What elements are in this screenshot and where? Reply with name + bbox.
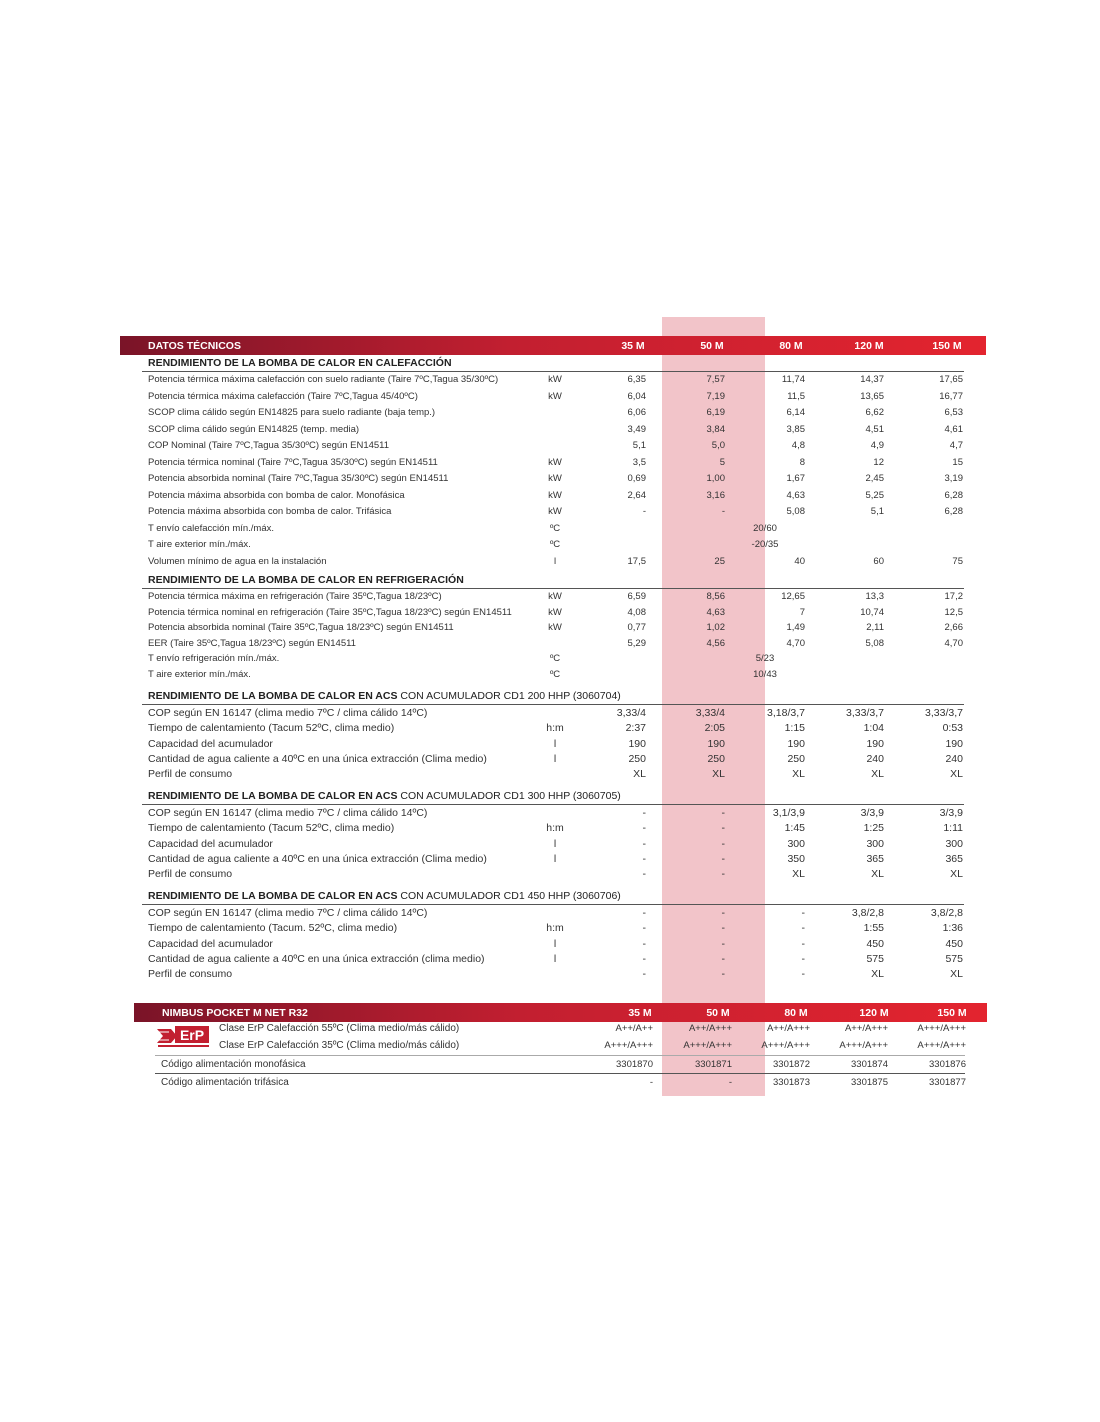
row-value: 1:45 xyxy=(784,822,805,835)
section-rule xyxy=(142,904,964,905)
row-value: 1:36 xyxy=(942,922,963,935)
section-title-extra: CON ACUMULADOR CD1 300 HHP (3060705) xyxy=(397,790,621,802)
row-value: 1,02 xyxy=(706,622,725,633)
row-value: 5,08 xyxy=(865,637,884,649)
row-label: Potencia térmica máxima en refrigeración (Taire 35ºC,Tagua 18/23ºC) xyxy=(148,591,442,602)
erp-row-label: Clase ErP Calefacción 35ºC (Clima medio/más cálido) xyxy=(219,1040,460,1051)
row-label: Perfil de consumo xyxy=(148,868,233,881)
erp-row-value: A+++/A+++ xyxy=(917,1040,966,1051)
table-row xyxy=(0,753,1100,768)
row-value: 1:04 xyxy=(863,722,884,735)
row-label: COP según EN 16147 (clima medio 7ºC / clima cálido 14ºC) xyxy=(148,807,428,819)
table-row xyxy=(0,473,1100,488)
row-value: 4,70 xyxy=(786,637,805,649)
row-value: 1,00 xyxy=(706,473,725,484)
row-unit: ºC xyxy=(549,653,561,664)
row-value: - xyxy=(642,506,646,517)
row-value: 16,77 xyxy=(939,390,963,402)
tech-col-35m: 35 M xyxy=(621,340,645,352)
row-value: - xyxy=(642,907,646,919)
row-label: Perfil de consumo xyxy=(148,768,233,781)
row-label: Potencia térmica nominal en refrigeración (Taire 35ºC,Tagua 18/23ºC) según EN14511 xyxy=(148,606,512,618)
section-rule xyxy=(142,371,964,372)
section-title-main: RENDIMIENTO DE LA BOMBA DE CALOR EN ACS xyxy=(148,890,398,902)
row-value: 3,33/3,7 xyxy=(846,707,884,719)
nimbus-col-35m: 35 M xyxy=(628,1007,652,1019)
row-value: 190 xyxy=(628,737,646,750)
row-value: 190 xyxy=(707,737,725,750)
row-value: 365 xyxy=(945,852,963,865)
row-value: - xyxy=(801,968,805,981)
row-value: 2,64 xyxy=(627,489,646,501)
row-value: 3,1/3,9 xyxy=(772,807,805,819)
row-label: COP según EN 16147 (clima medio 7ºC / clima cálido 14ºC) xyxy=(148,907,428,919)
table-row xyxy=(0,738,1100,753)
row-value: 2,11 xyxy=(866,622,884,633)
row-value: 6,53 xyxy=(944,407,963,418)
row-unit: l xyxy=(553,837,557,850)
row-value: 11,74 xyxy=(781,374,805,385)
table-row xyxy=(0,822,1100,837)
section-title xyxy=(148,357,452,369)
row-unit: l xyxy=(553,852,557,865)
row-value: 4,8 xyxy=(791,440,805,451)
row-label: Potencia absorbida nominal (Taire 7ºC,Tagua 35/30ºC) según EN14511 xyxy=(148,473,449,484)
code-row-value: - xyxy=(728,1077,732,1088)
row-value: 3,33/4 xyxy=(695,707,725,719)
row-value: 1,67 xyxy=(786,473,805,484)
row-value: XL xyxy=(792,868,805,881)
row-value: 6,62 xyxy=(865,407,884,418)
row-unit: kW xyxy=(548,456,562,468)
table-row xyxy=(0,622,1100,637)
code-row-value: 3301873 xyxy=(773,1077,810,1088)
row-value: - xyxy=(801,952,805,965)
row-value: 575 xyxy=(945,952,963,965)
section-rule xyxy=(142,804,964,805)
row-value: 3,8/2,8 xyxy=(851,907,884,919)
row-value: 3,33/3,7 xyxy=(925,707,963,719)
row-value: 240 xyxy=(945,752,963,765)
row-value: 5,1 xyxy=(632,440,646,451)
row-value: 3,19 xyxy=(944,473,963,484)
row-value: XL xyxy=(871,968,884,981)
row-unit: ºC xyxy=(549,539,561,550)
row-value: 40 xyxy=(794,555,805,567)
row-value: - xyxy=(801,937,805,950)
row-value: - xyxy=(642,937,646,950)
section-title xyxy=(148,790,621,802)
row-value: - xyxy=(721,868,725,881)
row-label: Potencia absorbida nominal (Taire 35ºC,Tagua 18/23ºC) según EN14511 xyxy=(148,622,454,633)
row-value: 4,56 xyxy=(706,637,725,649)
table-row xyxy=(0,457,1100,472)
row-value: - xyxy=(642,807,646,819)
table-row xyxy=(0,853,1100,868)
tech-col-120m: 120 M xyxy=(854,340,884,352)
svg-text:ErP: ErP xyxy=(179,1027,205,1043)
row-value: 17,65 xyxy=(939,374,963,385)
nimbus-col-50m: 50 M xyxy=(706,1007,730,1019)
row-value: 60 xyxy=(873,555,884,567)
row-value: 12,5 xyxy=(944,606,963,618)
row-value: 575 xyxy=(866,952,884,965)
row-unit: l xyxy=(553,937,557,950)
row-value: 4,70 xyxy=(944,637,963,649)
row-label: Potencia térmica máxima calefacción (Taire 7ºC,Tagua 45/40ºC) xyxy=(148,390,418,402)
row-value: 4,51 xyxy=(865,423,884,435)
row-unit: ºC xyxy=(549,668,561,680)
table-row xyxy=(0,424,1100,439)
row-unit: kW xyxy=(548,622,562,633)
table-row xyxy=(0,907,1100,922)
row-value: 3,8/2,8 xyxy=(930,907,963,919)
row-value: 6,35 xyxy=(627,374,646,385)
row-value: 240 xyxy=(866,752,884,765)
row-value: 75 xyxy=(952,555,963,567)
erp-row-value: A++/A+++ xyxy=(766,1023,810,1034)
row-label: Capacidad del acumulador xyxy=(148,737,273,750)
row-value: 5,08 xyxy=(786,506,805,517)
row-value: 3,49 xyxy=(627,423,646,435)
code-row-value: 3301871 xyxy=(695,1059,732,1070)
row-value: XL xyxy=(950,768,963,781)
row-label: SCOP clima cálido según EN14825 (temp. media) xyxy=(148,423,360,435)
tech-col-50m: 50 M xyxy=(700,340,724,352)
erp-row-value: A++/A+++ xyxy=(688,1023,732,1034)
row-label: Capacidad del acumulador xyxy=(148,837,273,850)
table-row xyxy=(0,440,1100,455)
row-value: 4,63 xyxy=(786,489,805,501)
section-title-main: RENDIMIENTO DE LA BOMBA DE CALOR EN ACS xyxy=(148,690,398,702)
table-row xyxy=(0,922,1100,937)
row-value: - xyxy=(721,822,725,835)
code-row-value: 3301875 xyxy=(851,1077,888,1088)
row-value: 11,5 xyxy=(787,390,805,402)
row-value: XL xyxy=(633,768,646,781)
row-value: 300 xyxy=(787,837,805,850)
code-row-value: - xyxy=(649,1077,653,1088)
table-row xyxy=(0,374,1100,389)
row-value: 450 xyxy=(945,937,963,950)
section-title-main: RENDIMIENTO DE LA BOMBA DE CALOR EN REFRIGERACIÓN xyxy=(148,574,464,586)
row-value: 1:25 xyxy=(863,822,884,835)
row-unit: l xyxy=(553,952,557,965)
code-row-value: 3301876 xyxy=(929,1059,966,1070)
row-value: 3,5 xyxy=(632,456,646,468)
row-value: XL xyxy=(950,868,963,881)
row-value: 13,65 xyxy=(860,390,884,402)
row-label: COP Nominal (Taire 7ºC,Tagua 35/30ºC) según EN14511 xyxy=(148,440,390,451)
row-value: 5,29 xyxy=(627,637,646,649)
row-value: 6,59 xyxy=(627,591,646,602)
row-value: XL xyxy=(792,768,805,781)
row-value: - xyxy=(642,822,646,835)
erp-row-value: A+++/A+++ xyxy=(917,1023,966,1034)
row-value: 2,45 xyxy=(865,473,884,484)
table-row xyxy=(0,407,1100,422)
code-row-value: 3301870 xyxy=(616,1059,653,1070)
row-value: 300 xyxy=(866,837,884,850)
row-unit: h:m xyxy=(546,722,564,735)
row-value: - xyxy=(721,807,725,819)
row-value: 8 xyxy=(799,456,805,468)
code-row-value: 3301874 xyxy=(851,1059,888,1070)
erp-row-value: A+++/A+++ xyxy=(683,1040,732,1051)
row-value: 6,04 xyxy=(627,390,646,402)
row-span-value: 10/43 xyxy=(753,668,777,680)
row-label: T aire exterior mín./máx. xyxy=(148,539,251,550)
row-value: 250 xyxy=(628,752,646,765)
erp-row-value: A+++/A+++ xyxy=(604,1040,653,1051)
row-value: 2:05 xyxy=(704,722,725,735)
row-label: Cantidad de agua caliente a 40ºC en una única extracción (Clima medio) xyxy=(148,752,487,765)
row-label: T aire exterior mín./máx. xyxy=(148,668,251,680)
row-label: SCOP clima cálido según EN14825 para suelo radiante (baja temp.) xyxy=(148,407,436,418)
row-value: 13,3 xyxy=(865,591,884,602)
row-value: 4,61 xyxy=(944,423,963,435)
row-label: Potencia térmica máxima calefacción con suelo radiante (Taire 7ºC,Tagua 35/30ºC) xyxy=(148,374,499,385)
row-value: 3,18/3,7 xyxy=(767,707,805,719)
row-unit: kW xyxy=(548,591,562,602)
row-value: XL xyxy=(712,768,725,781)
erp-row-label: Clase ErP Calefacción 55ºC (Clima medio/más cálido) xyxy=(219,1023,460,1034)
row-label: Tiempo de calentamiento (Tacum 52ºC, clima medio) xyxy=(148,722,395,735)
section-rule xyxy=(142,588,964,589)
row-value: - xyxy=(801,907,805,919)
row-label: Cantidad de agua caliente a 40ºC en una única extracción (clima medio) xyxy=(148,952,485,965)
row-span-value: 5/23 xyxy=(755,653,775,664)
row-unit: kW xyxy=(548,390,562,402)
row-value: - xyxy=(721,907,725,919)
section-title-extra: CON ACUMULADOR CD1 450 HHP (3060706) xyxy=(397,890,621,902)
erp-logo-icon xyxy=(155,1023,211,1049)
code-row-value: 3301872 xyxy=(773,1059,810,1070)
row-value: 1:11 xyxy=(943,822,963,835)
row-value: - xyxy=(721,837,725,850)
erp-row-value: A++/A+++ xyxy=(844,1023,888,1034)
row-value: 350 xyxy=(787,852,805,865)
row-unit: kW xyxy=(548,606,562,618)
table-row xyxy=(0,669,1100,684)
row-value: 0,77 xyxy=(627,622,646,633)
table-row xyxy=(0,807,1100,822)
table-row xyxy=(0,556,1100,571)
nimbus-rule xyxy=(155,1055,965,1056)
section-title-main: RENDIMIENTO DE LA BOMBA DE CALOR EN CALEFACCIÓN xyxy=(148,357,452,369)
row-value: XL xyxy=(871,868,884,881)
table-row xyxy=(0,638,1100,653)
row-unit: kW xyxy=(548,473,562,484)
row-unit: l xyxy=(553,737,557,750)
row-value: 0:53 xyxy=(942,722,963,735)
row-value: 6,28 xyxy=(944,506,963,517)
table-row xyxy=(0,722,1100,737)
tech-header-bar xyxy=(120,336,986,355)
row-value: 4,08 xyxy=(627,606,646,618)
section-title xyxy=(148,890,621,902)
row-value: 17,5 xyxy=(627,555,646,567)
row-value: 7 xyxy=(799,606,805,618)
row-value: - xyxy=(642,868,646,881)
row-value: 1,49 xyxy=(786,622,805,633)
table-row xyxy=(0,506,1100,521)
row-value: - xyxy=(642,837,646,850)
row-unit: kW xyxy=(548,506,562,517)
row-label: Potencia máxima absorbida con bomba de calor. Monofásica xyxy=(148,489,405,501)
row-value: - xyxy=(642,968,646,981)
row-value: 2,66 xyxy=(944,622,963,633)
row-value: - xyxy=(721,952,725,965)
row-value: 1:15 xyxy=(784,722,805,735)
row-value: 25 xyxy=(714,555,725,567)
table-row xyxy=(0,868,1100,883)
row-value: 3,84 xyxy=(706,423,725,435)
table-row xyxy=(0,539,1100,554)
row-value: 4,7 xyxy=(949,440,963,451)
row-value: 1:55 xyxy=(863,922,884,935)
row-value: XL xyxy=(950,968,963,981)
row-value: 250 xyxy=(787,752,805,765)
row-value: 15 xyxy=(952,456,963,468)
row-value: 450 xyxy=(866,937,884,950)
row-label: Potencia térmica nominal (Taire 7ºC,Tagua 35/30ºC) según EN14511 xyxy=(148,456,438,468)
code-row xyxy=(0,1077,1100,1093)
row-value: 8,56 xyxy=(706,591,725,602)
row-value: 17,2 xyxy=(944,591,963,602)
code-row-value: 3301877 xyxy=(929,1077,966,1088)
row-value: 4,9 xyxy=(870,440,884,451)
row-value: 0,69 xyxy=(627,473,646,484)
row-unit: kW xyxy=(548,374,562,385)
section-title-main: RENDIMIENTO DE LA BOMBA DE CALOR EN ACS xyxy=(148,790,398,802)
row-unit: h:m xyxy=(546,922,564,935)
table-row xyxy=(0,838,1100,853)
row-unit: h:m xyxy=(546,822,564,835)
nimbus-header-bar xyxy=(134,1003,987,1022)
row-value: 5,25 xyxy=(865,489,884,501)
tech-header-label: DATOS TÉCNICOS xyxy=(148,340,241,352)
row-value: 190 xyxy=(945,737,963,750)
row-value: 6,19 xyxy=(706,407,725,418)
row-unit: l xyxy=(553,555,557,567)
erp-row-value: A+++/A+++ xyxy=(839,1040,888,1051)
table-row xyxy=(0,768,1100,783)
section-title xyxy=(148,690,621,702)
tech-col-150m: 150 M xyxy=(932,340,962,352)
table-row xyxy=(0,591,1100,606)
section-title-extra: CON ACUMULADOR CD1 200 HHP (3060704) xyxy=(397,690,621,702)
table-row xyxy=(0,938,1100,953)
nimbus-col-80m: 80 M xyxy=(784,1007,808,1019)
erp-row-value: A+++/A+++ xyxy=(761,1040,810,1051)
row-value: 12,65 xyxy=(781,591,805,602)
row-label: Cantidad de agua caliente a 40ºC en una única extracción (Clima medio) xyxy=(148,852,487,865)
nimbus-col-120m: 120 M xyxy=(859,1007,889,1019)
row-label: Volumen mínimo de agua en la instalación xyxy=(148,555,327,567)
row-value: 2:37 xyxy=(625,722,646,735)
row-span-value: 20/60 xyxy=(753,522,777,534)
row-value: 7,19 xyxy=(706,390,725,402)
table-row xyxy=(0,523,1100,538)
row-unit: kW xyxy=(548,489,562,501)
erp-row-value: A++/A++ xyxy=(615,1023,653,1034)
row-value: - xyxy=(721,852,725,865)
table-row xyxy=(0,490,1100,505)
row-value: - xyxy=(721,937,725,950)
nimbus-header-label: NIMBUS POCKET M NET R32 xyxy=(162,1007,308,1019)
row-value: 190 xyxy=(866,737,884,750)
table-row xyxy=(0,953,1100,968)
row-value: 5 xyxy=(719,456,725,468)
table-row xyxy=(0,607,1100,622)
row-label: COP según EN 16147 (clima medio 7ºC / clima cálido 14ºC) xyxy=(148,707,428,719)
row-span-value: -20/35 xyxy=(751,539,779,550)
row-label: T envío calefacción mín./máx. xyxy=(148,522,275,534)
row-value: 300 xyxy=(945,837,963,850)
row-unit: ºC xyxy=(549,522,561,534)
row-value: 12 xyxy=(873,456,884,468)
row-value: - xyxy=(721,506,725,517)
row-value: 3/3,9 xyxy=(860,807,884,819)
row-value: 5,1 xyxy=(870,506,884,517)
row-value: - xyxy=(642,952,646,965)
table-row xyxy=(0,653,1100,668)
row-label: Potencia máxima absorbida con bomba de calor. Trifásica xyxy=(148,506,392,517)
row-value: 3/3,9 xyxy=(939,807,963,819)
tech-col-80m: 80 M xyxy=(779,340,803,352)
nimbus-rule xyxy=(155,1073,965,1074)
row-value: - xyxy=(721,968,725,981)
row-value: 14,37 xyxy=(860,374,884,385)
row-value: 250 xyxy=(707,752,725,765)
table-row xyxy=(0,968,1100,983)
row-value: 10,74 xyxy=(860,606,884,618)
row-value: 4,63 xyxy=(706,606,725,618)
row-value: 5,0 xyxy=(711,440,725,451)
code-row-label: Código alimentación trifásica xyxy=(161,1077,289,1088)
table-row xyxy=(0,707,1100,722)
row-value: 3,16 xyxy=(706,489,725,501)
row-value: 6,14 xyxy=(786,407,805,418)
row-value: 190 xyxy=(787,737,805,750)
row-value: - xyxy=(801,922,805,935)
section-title xyxy=(148,574,464,586)
row-label: Capacidad del acumulador xyxy=(148,937,273,950)
row-label: Perfil de consumo xyxy=(148,968,233,981)
row-value: 3,33/4 xyxy=(616,707,646,719)
row-value: 6,28 xyxy=(944,489,963,501)
row-unit: l xyxy=(553,752,557,765)
table-row xyxy=(0,391,1100,406)
section-rule xyxy=(142,704,964,705)
row-value: - xyxy=(642,852,646,865)
code-row-label: Código alimentación monofásica xyxy=(161,1059,306,1070)
row-value: - xyxy=(642,922,646,935)
row-label: T envío refrigeración mín./máx. xyxy=(148,653,280,664)
row-value: 7,57 xyxy=(706,374,725,385)
row-label: EER (Taire 35ºC,Tagua 18/23ºC) según EN14511 xyxy=(148,637,356,649)
row-value: 6,06 xyxy=(627,407,646,418)
row-value: 3,85 xyxy=(786,423,805,435)
row-value: 365 xyxy=(866,852,884,865)
row-value: - xyxy=(721,922,725,935)
nimbus-col-150m: 150 M xyxy=(937,1007,967,1019)
row-label: Tiempo de calentamiento (Tacum 52ºC, clima medio) xyxy=(148,822,395,835)
row-label: Tiempo de calentamiento (Tacum. 52ºC, clima medio) xyxy=(148,922,398,935)
row-value: XL xyxy=(871,768,884,781)
